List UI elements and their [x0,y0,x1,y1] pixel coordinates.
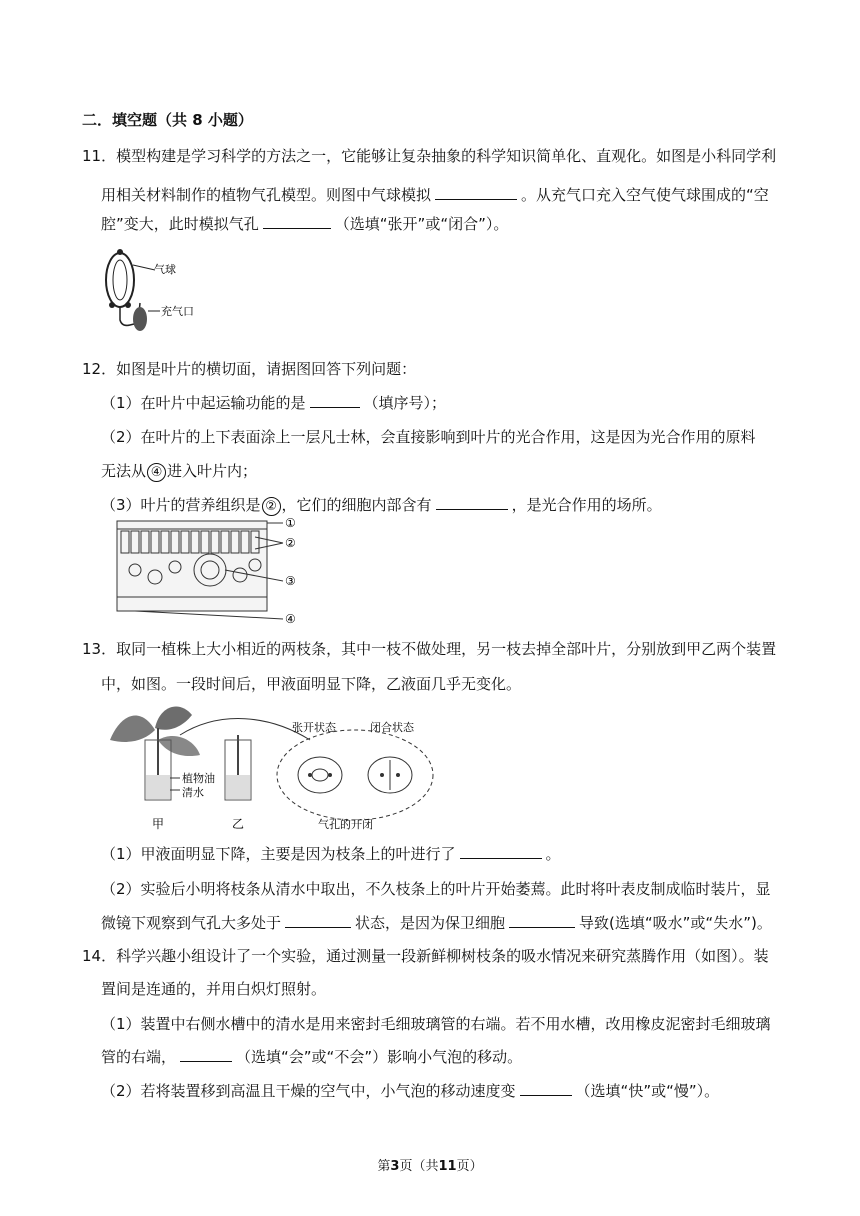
q12-part-3: （3）叶片的营养组织是 ② ，它们的细胞内部含有 ，是光合作用的场所。 [101,496,662,514]
q13-line-1: 13．取同一植株上大小相近的两枝条，其中一枝不做处理，另一枝去掉全部叶片，分别放到甲乙两个装置 [82,640,777,658]
q12-number: 12． [82,360,117,378]
label-yi: 乙 [232,817,245,831]
q14-line-2: 置间是连通的，并用白炽灯照射。 [101,980,327,998]
q13-line-2: 中，如图。一段时间后，甲液面明显下降，乙液面几乎无变化。 [101,675,522,693]
label-oil: 植物油 [182,772,215,785]
label-balloon: 气球 [154,263,176,276]
label-inlet: 充气口 [161,305,194,318]
q12-stem: 12．如图是叶片的横切面，请据图回答下列问题： [82,360,417,378]
label-water: 清水 [182,786,204,799]
q11-line-3: 腔”变大，此时模拟气孔 （选填“张开”或“闭合”）。 [101,215,509,233]
q14-part-1-line-2: 管的右端， （选填“会”或“不会”）影响小气泡的移动。 [101,1048,523,1066]
q14-part-2: （2）若将装置移到高温且干燥的空气中，小气泡的移动速度变 （选填“快”或“慢”）。 [101,1082,720,1100]
label-jia: 甲 [152,817,165,831]
q12-part-2-line-1: （2）在叶片的上下表面涂上一层凡士林，会直接影响到叶片的光合作用，这是因为光合作用的原料 [101,428,756,446]
circled-2: ② [262,497,281,516]
answer-blank[interactable] [435,184,517,200]
label-4: ④ [285,612,296,625]
q12-part-2-line-2: 无法从 ④ 进入叶片内； [101,462,258,480]
page-total: 11 [438,1159,457,1174]
q11-line-2: 用相关材料制作的植物气孔模型。则图中气球模拟 。从充气口充入空气使气球围成的“空 [101,186,769,204]
stomata-model-figure [100,245,210,340]
answer-blank[interactable] [520,1080,572,1096]
answer-blank[interactable] [180,1046,232,1062]
q11-number: 11． [82,147,117,165]
leaf-cross-section-figure [115,515,305,625]
q14-number: 14． [82,947,117,965]
q14-line-1: 14．科学兴趣小组设计了一个实验，通过测量一段新鲜柳树枝条的吸水情况来研究蒸腾作用（如图）。装 [82,947,769,965]
answer-blank[interactable] [285,912,351,928]
label-open: 张开状态 [292,721,336,734]
answer-blank[interactable] [436,494,508,510]
q12-part-1: （1）在叶片中起运输功能的是 （填序号）； [101,394,447,412]
answer-blank[interactable] [263,213,331,229]
figure-caption: 气孔的开闭 [318,818,373,831]
transpiration-setup-figure [100,700,440,835]
q14-part-1-line-1: （1）装置中右侧水槽中的清水是用来密封毛细玻璃管的右端。若不用水槽，改用橡皮泥密封毛细玻璃 [101,1015,771,1033]
answer-blank[interactable] [460,843,542,859]
page-number: 3 [390,1159,400,1174]
section-title: 二．填空题（共 8 小题） [82,111,253,129]
label-closed: 闭合状态 [370,721,414,734]
page-footer: 第3页（共11页） [377,1159,483,1174]
label-2: ② [285,536,296,550]
q13-part-1: （1）甲液面明显下降，主要是因为枝条上的叶进行了 。 [101,845,561,863]
q13-part-2-line-1: （2）实验后小明将枝条从清水中取出，不久枝条上的叶片开始萎蔫。此时将叶表皮制成临时装片，显 [101,880,771,898]
answer-blank[interactable] [509,912,575,928]
circled-4: ④ [147,463,166,482]
q13-part-2-line-2: 微镜下观察到气孔大多处于 状态，是因为保卫细胞 导致(选填“吸水”或“失水”)。 [101,914,772,932]
answer-blank[interactable] [310,392,360,408]
q13-number: 13． [82,640,117,658]
q11-line-1: 11．模型构建是学习科学的方法之一，它能够让复杂抽象的科学知识简单化、直观化。如图是小科同学利 [82,147,777,165]
label-3: ③ [285,574,296,588]
label-1: ① [285,516,296,530]
